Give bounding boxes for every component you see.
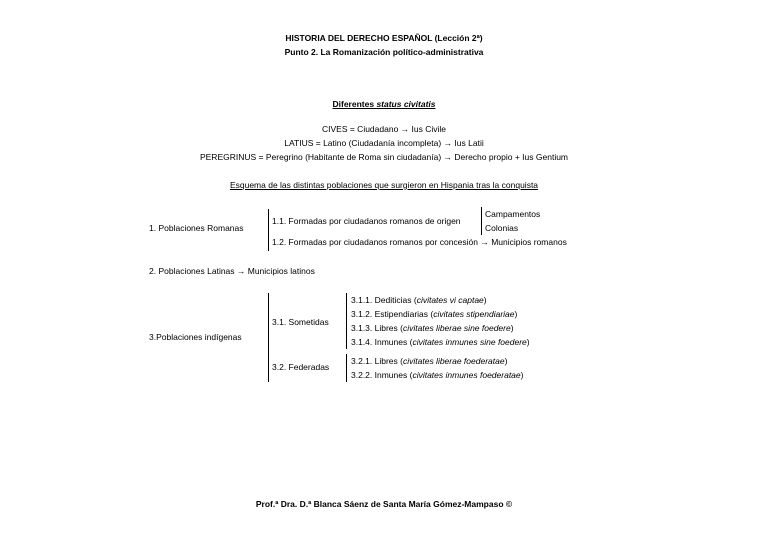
sometidas-label: 3.1. Sometidas xyxy=(272,317,329,327)
federadas-item-note: civitates inmunes foederatae xyxy=(412,370,521,380)
romanas-label: 1. Poblaciones Romanas xyxy=(149,223,244,233)
status-line-latius: LATIUS = Latino (Ciudadanía incompleta) → Ius Latii xyxy=(284,138,484,148)
sometidas-bracket xyxy=(346,293,347,349)
federadas-item: 3.2.2. Inmunes (civitates inmunes foederatae) xyxy=(351,370,524,380)
document-title: HISTORIA DEL DERECHO ESPAÑOL (Lección 2ª) xyxy=(285,33,483,43)
sometidas-item-note: civitates stipendiariae xyxy=(433,309,515,319)
status-line-cives: CIVES = Ciudadano → Ius Civile xyxy=(321,124,447,134)
sometidas-item: 3.1.4. Inmunes (civitates inmunes sine foedere) xyxy=(351,337,530,347)
status-line-peregrinus: PEREGRINUS = Peregrino (Habitante de Roma sin ciudadanía) → Derecho propio + Ius Gentium xyxy=(199,152,569,162)
scheme-heading: Esquema de las distintas poblaciones que surgieron en Hispania tras la conquista xyxy=(229,180,539,190)
federadas-label: 3.2. Federadas xyxy=(272,362,330,372)
sometidas-item-code: 3.1.1. Dediticias xyxy=(351,295,412,305)
sometidas-item-code: 3.1.2. Estipendiarias xyxy=(351,309,429,319)
federadas-bracket xyxy=(346,354,347,382)
status-heading-italic: status civitatis xyxy=(376,99,436,109)
sometidas-item-note: civitates vi captae xyxy=(416,295,484,305)
footer-author: Prof.ª Dra. D.ª Blanca Sáenz de Santa María Gómez-Mampaso © xyxy=(255,499,513,509)
indigenas-bracket xyxy=(268,293,269,382)
federadas-item: 3.2.1. Libres (civitates liberae foederatae) xyxy=(351,356,508,366)
sometidas-item-code: 3.1.3. Libres xyxy=(351,323,398,333)
sometidas-item-code: 3.1.4. Inmunes xyxy=(351,337,408,347)
federadas-item-code: 3.2.1. Libres xyxy=(351,356,398,366)
romanas-campamentos: Campamentos xyxy=(485,209,541,219)
romanas-colonias: Colonias xyxy=(485,223,519,233)
federadas-item-code: 3.2.2. Inmunes xyxy=(351,370,408,380)
status-heading-prefix: Diferentes xyxy=(332,99,377,109)
romanas-sub2: 1.2. Formadas por ciudadanos romanos por concesión → Municipios romanos xyxy=(272,237,567,247)
indigenas-label: 3.Poblaciones indígenas xyxy=(149,332,242,342)
sometidas-item-note: civitates liberae sine foedere xyxy=(402,323,511,333)
sometidas-item: 3.1.1. Dediticias (civitates vi captae) xyxy=(351,295,487,305)
sometidas-item: 3.1.2. Estipendiarias (civitates stipendiariae) xyxy=(351,309,518,319)
romanas-bracket xyxy=(268,209,269,251)
status-heading xyxy=(0,99,768,109)
romanas-sub1: 1.1. Formadas por ciudadanos romanos de origen xyxy=(272,216,461,226)
sometidas-item-note: civitates inmunes sine foedere xyxy=(412,337,527,347)
romanas-sub1-bracket xyxy=(481,207,482,235)
sometidas-item: 3.1.3. Libres (civitates liberae sine foedere) xyxy=(351,323,514,333)
federadas-item-note: civitates liberae foederatae xyxy=(402,356,505,366)
latinas-label: 2. Poblaciones Latinas → Municipios latinos xyxy=(149,266,315,276)
document-subtitle: Punto 2. La Romanización político-administrativa xyxy=(284,47,484,57)
